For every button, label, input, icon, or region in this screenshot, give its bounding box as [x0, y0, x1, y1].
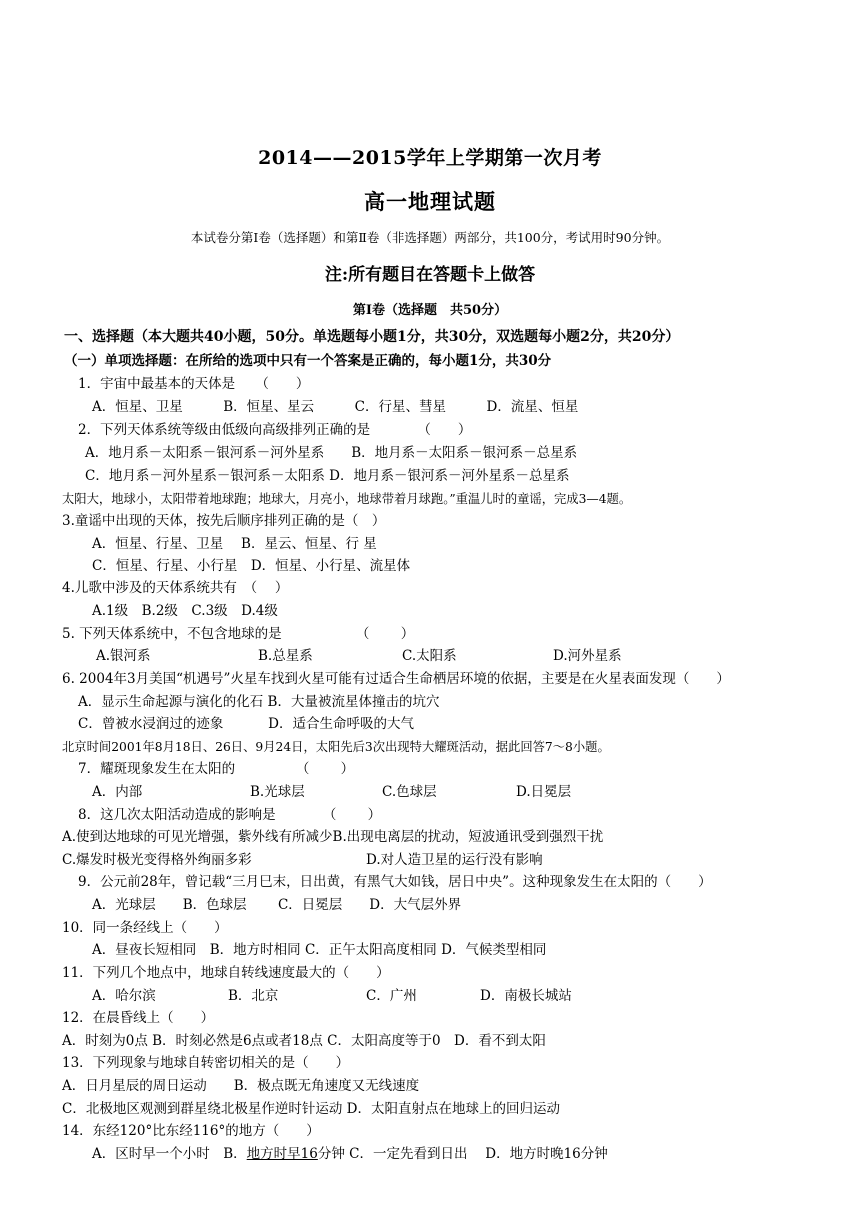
question-3: 3.童谣中出现的天体，按先后顺序排列正确的是（ ）	[62, 513, 386, 529]
question-1: 1．宇宙中最基本的天体是 （ ）	[78, 376, 310, 392]
question-5-option-a: A.银河系	[96, 648, 151, 664]
question-9-options: A．光球层 B．色球层 C．日冕层 D．大气层外界	[92, 897, 462, 913]
question-11-option-c: C．广州	[366, 988, 417, 1004]
question-10: 10．同一条经线上（ ）	[62, 920, 228, 936]
question-9: 9．公元前28年，曾记载“三月巳末，日出黄，有黑气大如钱，居日中央”。这种现象发生在太阳的（ ）	[78, 874, 712, 890]
question-7-option-a: A．内部	[92, 784, 143, 800]
question-12: 12．在晨昏线上（ ）	[62, 1010, 215, 1026]
question-8-options-ab: A.使到达地球的可见光增强，紫外线有所减少B.出现电离层的扰动，短波通讯受到强烈干扰	[62, 829, 604, 845]
question-14-option-a: A．区时早一个小时 B．	[92, 1146, 247, 1162]
question-13-options-cd: C．北极地区观测到群星绕北极星作逆时针运动 D．太阳直射点在地球上的回归运动	[62, 1101, 560, 1117]
question-8: 8．这几次太阳活动造成的影响是 （ ）	[78, 807, 382, 823]
exam-title: 2014——2015学年上学期第一次月考	[258, 147, 602, 169]
question-7: 7．耀斑现象发生在太阳的 （ ）	[78, 761, 355, 777]
question-6-options-cd: C．曾被水浸润过的迹象 D．适合生命呼吸的大气	[78, 716, 414, 732]
question-3-options-ab: A．恒星、行星、卫星 B．星云、恒星、行 星	[92, 536, 377, 552]
question-2: 2．下列天体系统等级由低级向高级排列正确的是 （ ）	[78, 422, 472, 438]
question-11-option-b: B．北京	[228, 988, 279, 1004]
question-4: 4.儿歌中涉及的天体系统共有 （ ）	[62, 580, 289, 596]
question-5-option-c: C.太阳系	[402, 648, 457, 664]
question-14-option-rest: 分钟 C．一定先看到日出 D．地方时晚16分钟	[317, 1146, 608, 1162]
part1-title: （一）单项选择题：在所给的选项中只有一个答案是正确的，每小题1分，共30分	[64, 353, 552, 369]
question-8-option-c: C.爆发时极光变得格外绚丽多彩	[62, 852, 252, 868]
question-12-options: A．时刻为0点 B．时刻必然是6点或者18点 C．太阳高度等于0 D．看不到太阳	[62, 1033, 546, 1049]
question-7-option-d: D.日冕层	[516, 784, 572, 800]
question-6-options-ab: A．显示生命起源与演化的化石 B．大量被流星体撞击的坑穴	[78, 694, 440, 710]
question-11-option-d: D．南极长城站	[480, 988, 572, 1004]
question-14-options	[92, 1145, 608, 1163]
exam-intro: 本试卷分第Ⅰ卷（选择题）和第Ⅱ卷（非选择题）两部分，共100分，考试用时90分钟。	[190, 230, 670, 245]
answer-notice: 注:所有题目在答题卡上做答	[324, 265, 536, 285]
question-7-option-b: B.光球层	[250, 784, 305, 800]
question-7-option-c: C.色球层	[382, 784, 437, 800]
question-10-options: A．昼夜长短相同 B．地方时相同 C．正午太阳高度相同 D．气候类型相同	[92, 942, 547, 958]
question-2-options-cd: C．地月系－河外星系－银河系－太阳系 D．地月系－银河系－河外星系－总星系	[85, 468, 570, 484]
song-passage: 太阳大，地球小，太阳带着地球跑；地球大，月亮小，地球带着月球跑。”重温儿时的童谣，完成3—4题。	[62, 492, 632, 506]
question-14-underlined-text: 地方时早16	[246, 1146, 318, 1162]
question-11: 11．下列几个地点中，地球自转线速度最大的（ ）	[62, 965, 390, 981]
subject-title: 高一地理试题	[364, 189, 496, 214]
question-5-option-d: D.河外星系	[553, 648, 622, 664]
question-5-option-b: B.总星系	[258, 648, 313, 664]
solar-activity-passage: 北京时间2001年8月18日、26日、9月24日，太阳先后3次出现特大耀斑活动，据此回答7～8小题。	[62, 740, 610, 754]
question-5: 5. 下列天体系统中，不包含地球的是 （ ）	[62, 626, 415, 642]
question-6: 6. 2004年3月美国“机遇号”火星车找到火星可能有过适合生命栖居环境的依据，主要是在火星表面发现（ ）	[62, 671, 730, 687]
question-3-options-cd: C．恒星、行星、小行星 D．恒星、小行星、流星体	[92, 558, 411, 574]
question-8-option-d: D.对人造卫星的运行没有影响	[366, 852, 543, 868]
question-1-options: A．恒星、卫星 B．恒星、星云 C．行星、彗星 D．流星、恒星	[92, 399, 579, 415]
question-13-options-ab: A．日月星辰的周日运动 B．极点既无角速度又无线速度	[62, 1078, 420, 1094]
section-title: 一、选择题（本大题共40小题，50分。单选题每小题1分，共30分，双选题每小题2分，共20分）	[64, 329, 680, 345]
question-2-options-ab: A．地月系－太阳系－银河系－河外星系 B．地月系－太阳系－银河系－总星系	[85, 445, 578, 461]
question-14: 14．东经120°比东经116°的地方（ ）	[62, 1123, 320, 1139]
question-11-option-a: A．哈尔滨	[92, 988, 156, 1004]
question-13: 13．下列现象与地球自转密切相关的是（ ）	[62, 1055, 350, 1071]
question-4-options: A.1级 B.2级 C.3级 D.4级	[92, 603, 278, 619]
volume-heading: 第Ⅰ卷（选择题 共50分）	[352, 303, 508, 318]
